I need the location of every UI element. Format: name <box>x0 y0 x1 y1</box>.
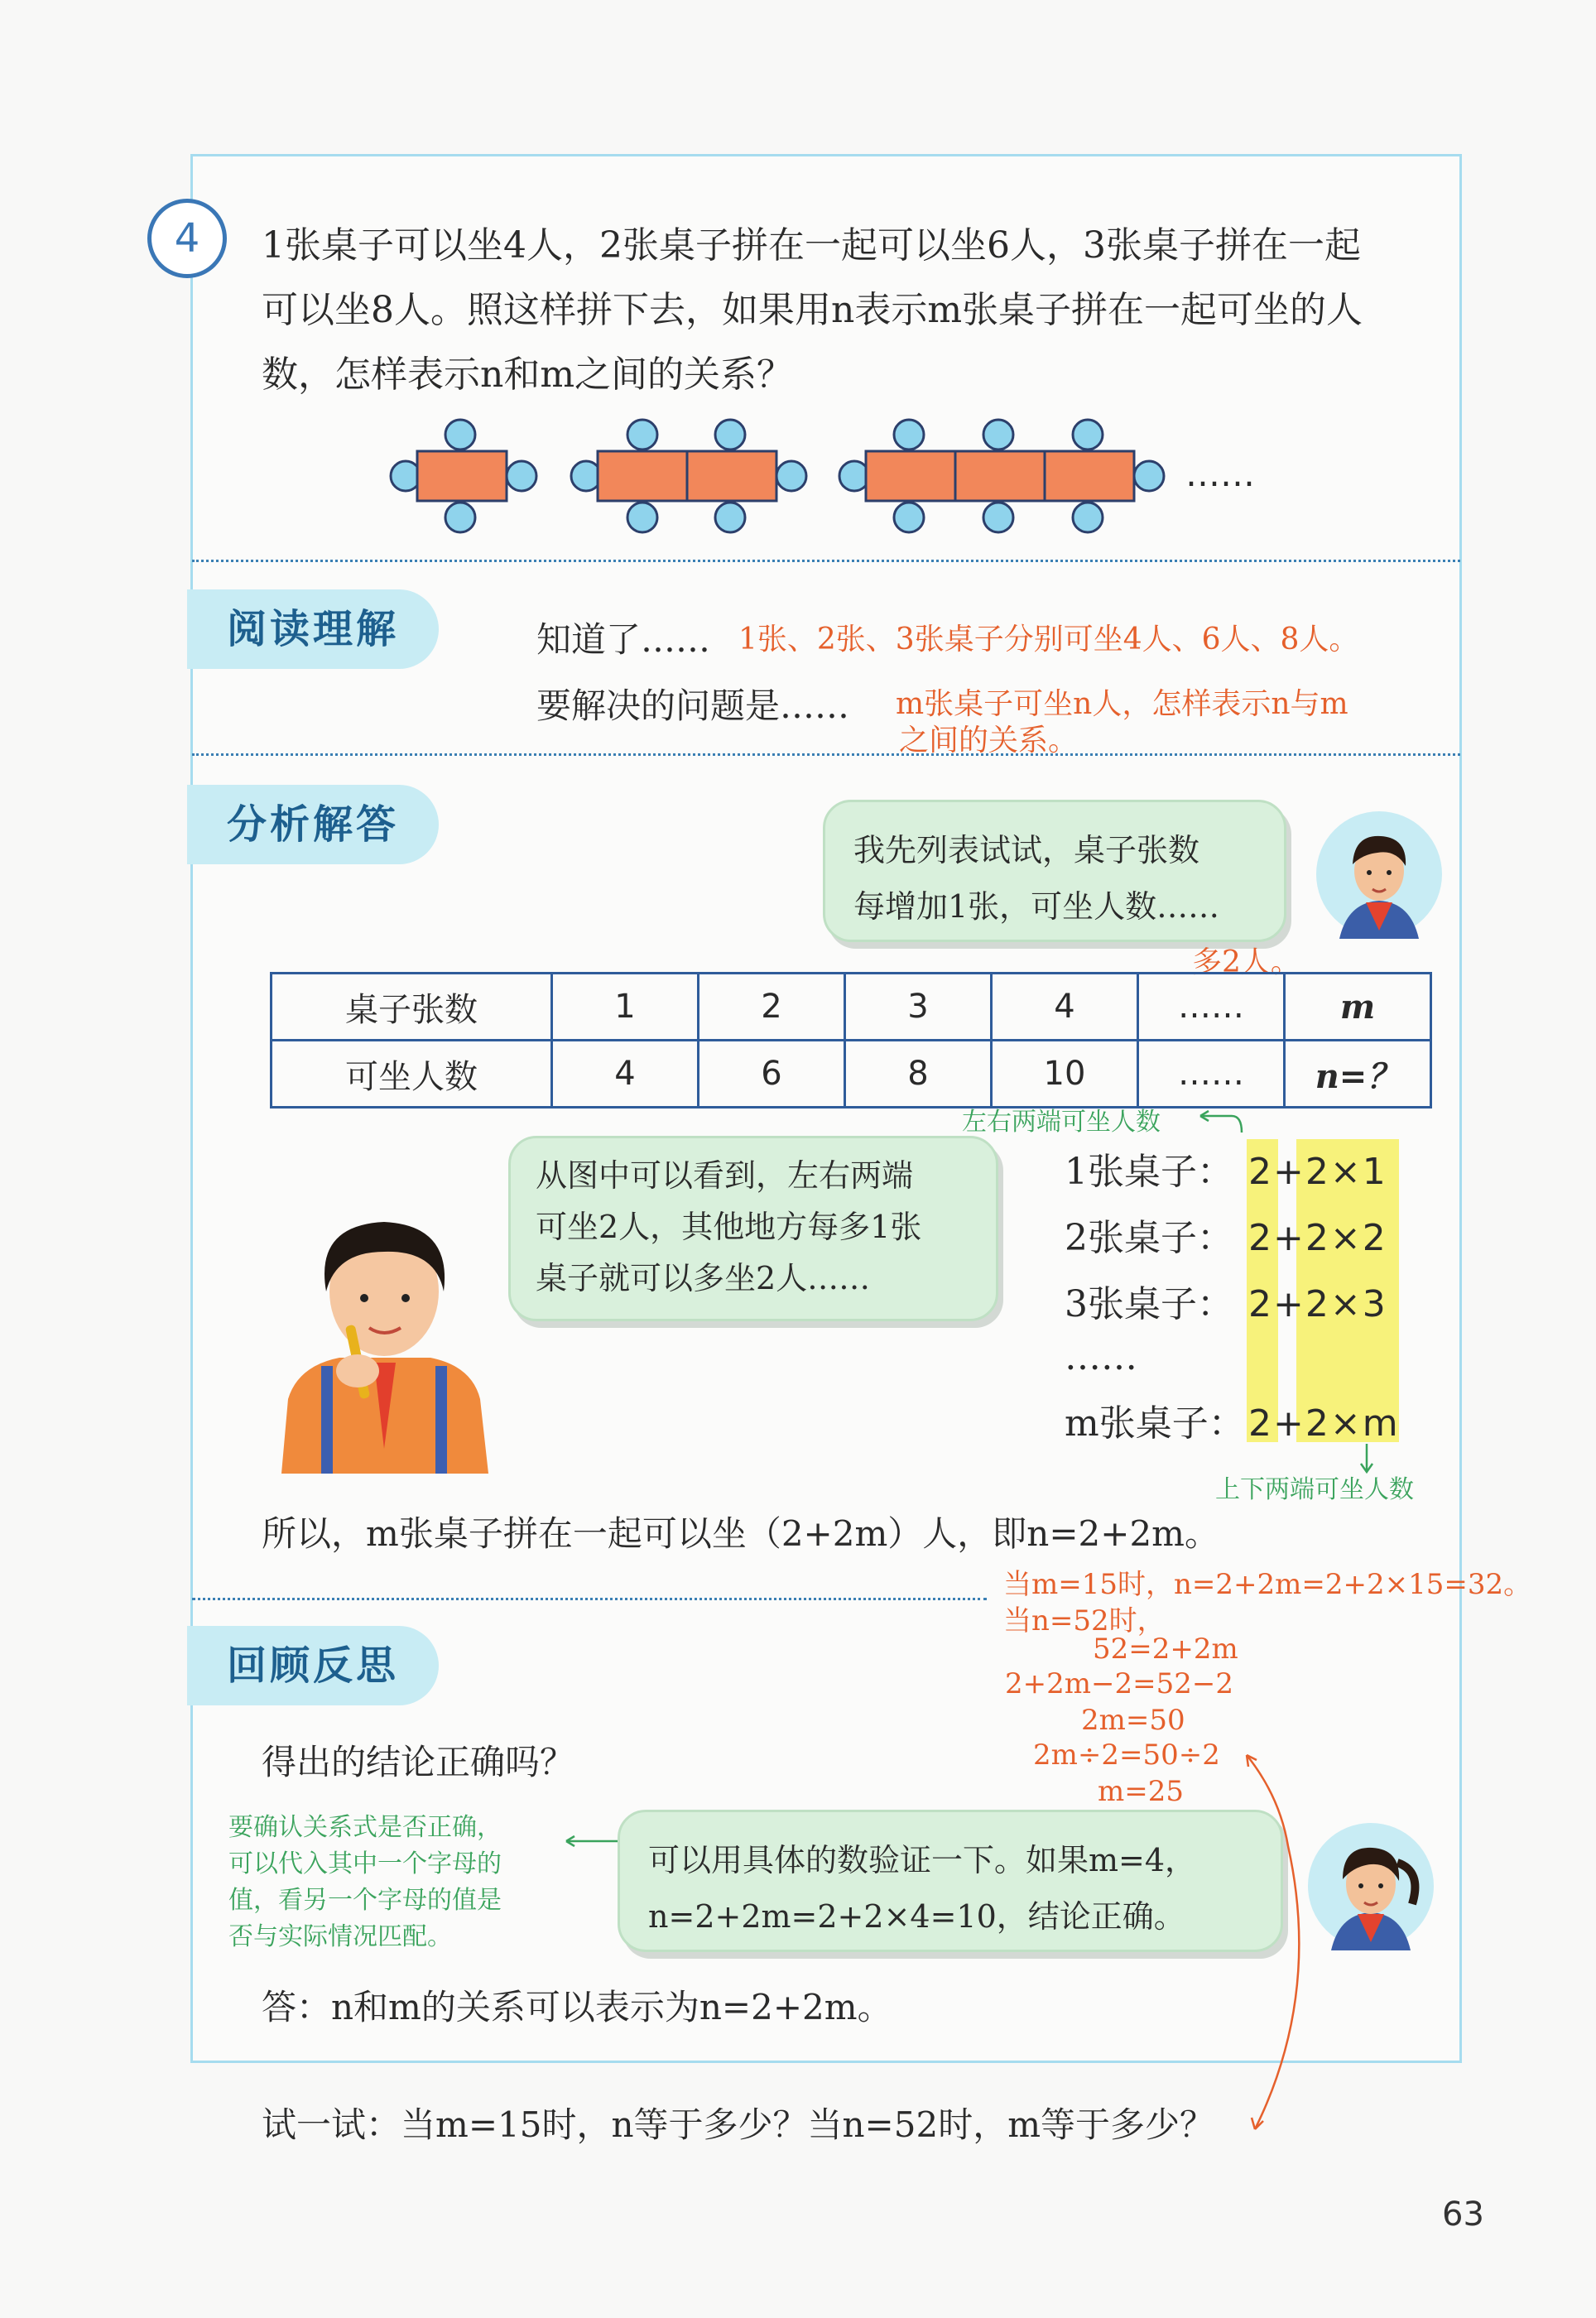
tables-ellipsis: …… <box>1185 454 1255 494</box>
section-tag-reading: 阅读理解 <box>187 589 439 669</box>
table-group-2 <box>571 420 806 532</box>
boy-bubble-line-1: 我先列表试试，桌子张数 <box>853 832 1200 868</box>
side-note-line-2: 可以代入其中一个字母的 <box>228 1849 502 1878</box>
verify-bubble-line-1: 可以用具体的数验证一下。如果m=4， <box>648 1842 1197 1878</box>
table-header-seats: 可坐人数 <box>272 1041 552 1108</box>
table-cell: 1 <box>552 974 699 1041</box>
table-group-3 <box>839 420 1164 532</box>
formula-row-5 <box>1065 1391 1400 1457</box>
formula-row-1 <box>1065 1139 1387 1205</box>
problem-line-2: 可以坐8人。照这样拼下去，如果用n表示m张桌子拼在一起可坐的人 <box>262 289 1363 331</box>
reading-known-note: 1张、2张、3张桌子分别可坐4人、6人、8人。 <box>738 623 1359 656</box>
problem-number: 4 <box>147 199 227 278</box>
problem-text <box>262 214 1454 407</box>
formula-label: 1张桌子： <box>1065 1151 1233 1193</box>
verify-bubble-line-2: n=2+2m=2+2×4=10，结论正确。 <box>648 1898 1185 1935</box>
divider-1 <box>192 560 1460 562</box>
conclusion: 所以，m张桌子拼在一起可以坐（2+2m）人，即n=2+2m。 <box>262 1513 1219 1554</box>
work-line-4: 2+2m−2=52−2 <box>1005 1667 1233 1700</box>
formula-expr: 2+2×m <box>1248 1402 1400 1445</box>
boy-speech-bubble <box>823 800 1286 942</box>
girl-bubble-line-2: 可坐2人，其他地方每多1张 <box>536 1209 922 1245</box>
section-tag-analysis: 分析解答 <box>187 785 439 864</box>
answer: 答：n和m的关系可以表示为n=2+2m。 <box>262 1987 892 2027</box>
table-cell: 4 <box>992 974 1138 1041</box>
boy-bubble-line-2: 每增加1张，可坐人数…… <box>853 888 1220 925</box>
reading-question-note-2: 之间的关系。 <box>899 724 1079 757</box>
work-line-7: m=25 <box>1098 1775 1184 1808</box>
formula-expr: 2+2×2 <box>1248 1217 1387 1259</box>
review-question: 得出的结论正确吗？ <box>262 1742 575 1782</box>
table-cell: 2 <box>699 974 845 1041</box>
work-line-3: 52=2+2m <box>1093 1633 1238 1666</box>
girl-illustration <box>281 1200 488 1474</box>
formula-expr: 2+2×1 <box>1248 1151 1387 1193</box>
divider-3 <box>192 1598 987 1600</box>
table-cell: m <box>1285 974 1431 1041</box>
table-cell: 8 <box>845 1041 992 1108</box>
problem-line-1: 1张桌子可以坐4人，2张桌子拼在一起可以坐6人，3张桌子拼在一起 <box>262 224 1361 267</box>
arrow-icon <box>1199 1106 1248 1139</box>
side-note-line-4: 否与实际情况匹配。 <box>228 1922 452 1951</box>
section-tag-review: 回顾反思 <box>187 1626 439 1705</box>
reading-question-label: 要解决的问题是…… <box>536 685 850 726</box>
problem-line-3: 数，怎样表示n和m之间的关系？ <box>262 353 794 396</box>
reading-question-note-1: m张桌子可坐n人，怎样表示n与m <box>896 687 1348 721</box>
try-it: 试一试：当m=15时，n等于多少？当n=52时，m等于多少？ <box>262 2104 1215 2145</box>
formula-label: m张桌子： <box>1065 1402 1245 1445</box>
work-line-2: 当n=52时， <box>1003 1604 1166 1638</box>
girl-bubble-line-1: 从图中可以看到，左右两端 <box>536 1157 914 1194</box>
page-number: 63 <box>1442 2195 1484 2234</box>
table-cell: …… <box>1138 974 1285 1041</box>
girl-speech-bubble <box>508 1136 998 1321</box>
formula-row-2 <box>1065 1205 1387 1272</box>
table-cell: 6 <box>699 1041 845 1108</box>
work-line-5: 2m=50 <box>1081 1704 1185 1737</box>
side-note-line-3: 值，看另一个字母的值是 <box>228 1886 502 1915</box>
girl-bubble-line-3: 桌子就可以多坐2人…… <box>536 1260 871 1296</box>
tables-illustration <box>381 414 1291 538</box>
table-row <box>272 974 1431 1041</box>
side-note-line-1: 要确认关系式是否正确， <box>228 1813 502 1842</box>
boy-avatar <box>1315 810 1444 939</box>
bottom-annotation: 上下两端可坐人数 <box>1215 1475 1414 1504</box>
work-line-6: 2m÷2=50÷2 <box>1033 1738 1220 1772</box>
table-cell: …… <box>1138 1041 1285 1108</box>
table-group-1 <box>391 420 536 532</box>
divider-2 <box>192 753 1460 756</box>
verify-speech-bubble <box>618 1810 1283 1952</box>
formula-label: 2张桌子： <box>1065 1217 1233 1259</box>
table-header-desks: 桌子张数 <box>272 974 552 1041</box>
formula-row-4 <box>1065 1325 1137 1391</box>
work-line-1: 当m=15时，n=2+2m=2+2×15=32。 <box>1003 1568 1532 1601</box>
reading-known-label: 知道了…… <box>536 619 711 660</box>
table-cell: n=？ <box>1285 1041 1431 1108</box>
formula-label: …… <box>1065 1336 1137 1378</box>
table-row <box>272 1041 1431 1108</box>
top-annotation: 左右两端可坐人数 <box>962 1108 1161 1137</box>
boy-note: 多2人。 <box>1192 945 1300 979</box>
formula-label: 3张桌子： <box>1065 1283 1233 1325</box>
table-cell: 4 <box>552 1041 699 1108</box>
formula-expr: 2+2×3 <box>1248 1283 1387 1325</box>
arrow-icon <box>1230 1747 1338 2136</box>
seat-table <box>270 972 1432 1109</box>
table-cell: 3 <box>845 974 992 1041</box>
table-cell: 10 <box>992 1041 1138 1108</box>
